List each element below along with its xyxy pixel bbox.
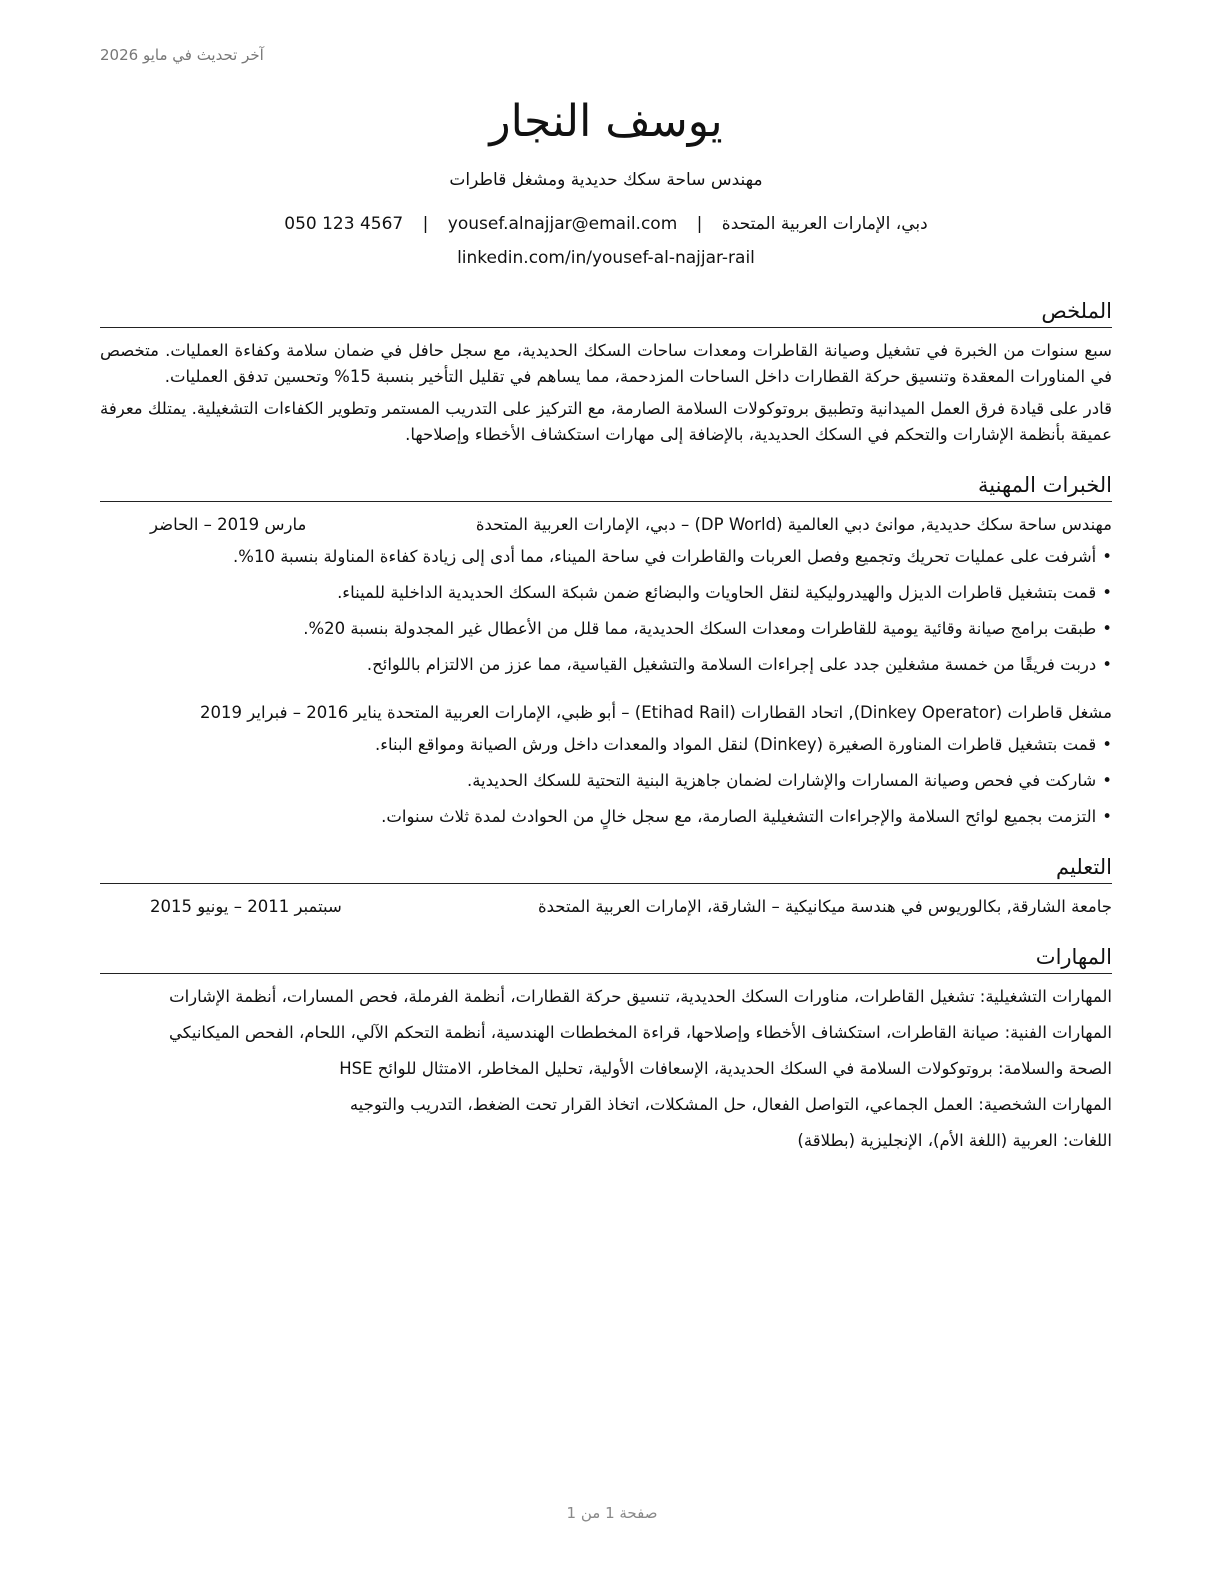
list-item: • دربت فريقًا من خمسة مشغلين جدد على إجراءات السلامة والتشغيل القياسية، مما عزز من الالتزام باللوائح. (100, 652, 1112, 678)
skill-line: المهارات التشغيلية: تشغيل القاطرات، مناورات السكك الحديدية، تنسيق حركة القطارات، أنظمة الفرملة، فحص المسارات، أنظمة الإشارات (169, 987, 1112, 1006)
job-entry (100, 512, 1112, 678)
skill-line: المهارات الفنية: صيانة القاطرات، استكشاف الأخطاء وإصلاحها، قراءة المخططات الهندسية، أنظمة التحكم الآلي، اللحام، الفحص الميكانيكي (168, 1023, 1112, 1042)
list-item: • طبقت برامج صيانة وقائية يومية للقاطرات ومعدات السكك الحديدية، مما قلل من الأعطال غير المجدولة بنسبة 20%. (100, 616, 1112, 642)
job-bullets (100, 732, 1112, 830)
separator: | (696, 214, 703, 234)
job-dates: يناير 2016 – فبراير 2019 (200, 703, 382, 722)
contact-line (100, 212, 1112, 236)
page-number: صفحة 1 من 1 (566, 1504, 658, 1522)
job-title-line: مهندس ساحة سكك حديدية, موانئ دبي العالمية (DP World) – دبي، الإمارات العربية المتحدة (475, 515, 1112, 534)
email-link[interactable]: yousef.alnajjar@email.com (447, 214, 678, 234)
linkedin-line (100, 246, 1112, 270)
job-title: مهندس ساحة سكك حديدية ومشغل قاطرات (449, 170, 763, 190)
summary-paragraph: قادر على قيادة فرق العمل الميدانية وتطبيق بروتوكولات السلامة الصارمة، مع التركيز على التدريب المستمر وتطوير الكفاءات التشغيلية. يمتلك معرفة عميقة بأنظمة الإشارات والتحكم في السكك الحديدية، بالإضافة إلى مهارات استكشاف الأخطاء وإصلاحها. (100, 399, 1112, 444)
job-dates: مارس 2019 – الحاضر (150, 515, 307, 534)
candidate-name: يوسف النجار (489, 96, 723, 147)
resume-body (100, 90, 1112, 1164)
education-line: جامعة الشارقة, بكالوريوس في هندسة ميكانيكية – الشارقة، الإمارات العربية المتحدة (537, 897, 1112, 916)
education-entry (100, 894, 1112, 920)
list-item: • قمت بتشغيل قاطرات الديزل والهيدروليكية لنقل الحاويات والبضائع ضمن شبكة السكك الحديدية الداخلية للميناء. (100, 580, 1112, 606)
location: دبي، الإمارات العربية المتحدة (721, 214, 928, 234)
skill-line: المهارات الشخصية: العمل الجماعي، التواصل الفعال، حل المشكلات، اتخاذ القرار تحت الضغط، التدريب والتوجيه (349, 1095, 1112, 1114)
summary-paragraph: سبع سنوات من الخبرة في تشغيل وصيانة القاطرات ومعدات ساحات السكك الحديدية، مع سجل حافل في ضمان سلامة وكفاءة العمليات. متخصص في المناورات المعقدة وتنسيق حركة القطارات داخل الساحات المزدحمة، مما يساهم في تقليل التأخير بنسبة 15% وتحسين تدفق العمليات. (100, 341, 1112, 386)
list-item: • أشرفت على عمليات تحريك وتجميع وفصل العربات والقاطرات في ساحة الميناء، مما أدى إلى زيادة كفاءة المناولة بنسبة 10%. (100, 544, 1112, 570)
list-item: • شاركت في فحص وصيانة المسارات والإشارات لضمان جاهزية البنية التحتية للسكك الحديدية. (100, 768, 1112, 794)
education-heading: التعليم (100, 852, 1112, 884)
job-bullets (100, 544, 1112, 678)
phone-number: 050 123 4567 (284, 214, 404, 234)
list-item: • التزمت بجميع لوائح السلامة والإجراءات التشغيلية الصارمة، مع سجل خالٍ من الحوادث لمدة ثلاث سنوات. (100, 804, 1112, 830)
job-header (100, 700, 1112, 726)
education-dates: سبتمبر 2011 – يونيو 2015 (150, 897, 342, 916)
linkedin-link[interactable]: linkedin.com/in/yousef-al-najjar-rail (457, 248, 755, 268)
separator: | (422, 214, 429, 234)
list-item: • قمت بتشغيل قاطرات المناورة الصغيرة (Dinkey) لنقل المواد والمعدات داخل ورش الصيانة ومواقع البناء. (100, 732, 1112, 758)
job-title-line: مشغل قاطرات (Dinkey Operator), اتحاد القطارات (Etihad Rail) – أبو ظبي، الإمارات العربية المتحدة (387, 703, 1112, 722)
job-header (100, 512, 1112, 538)
last-updated: آخر تحديث في مايو 2026 (100, 46, 264, 64)
summary-heading: الملخص (100, 296, 1112, 328)
skills-heading: المهارات (100, 942, 1112, 974)
experience-heading: الخبرات المهنية (100, 470, 1112, 502)
skill-line: اللغات: العربية (اللغة الأم)، الإنجليزية (بطلاقة) (797, 1131, 1112, 1150)
job-entry (100, 700, 1112, 830)
skill-line: الصحة والسلامة: بروتوكولات السلامة في السكك الحديدية، الإسعافات الأولية، تحليل المخاطر، الامتثال للوائح HSE (339, 1059, 1112, 1078)
